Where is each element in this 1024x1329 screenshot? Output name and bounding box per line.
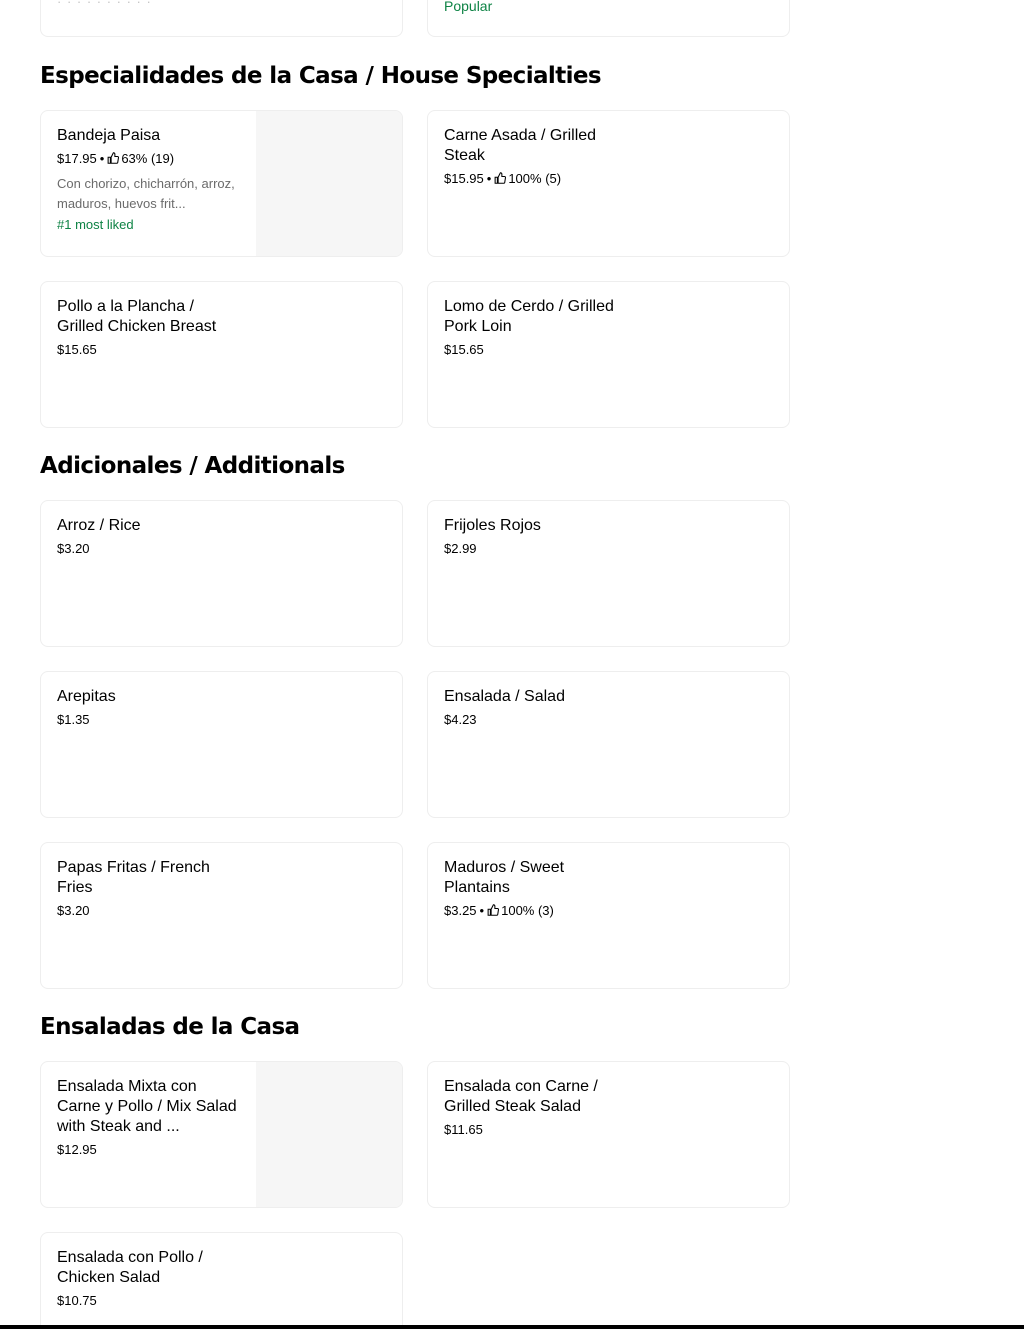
item-name: Carne Asada / Grilled Steak bbox=[444, 127, 597, 164]
menu-item-card[interactable] bbox=[427, 110, 790, 257]
item-price: $3.20 bbox=[57, 903, 90, 918]
item-name: Ensalada con Pollo / Chicken Salad bbox=[57, 1249, 203, 1286]
menu-item-card[interactable] bbox=[427, 1061, 790, 1208]
item-price-rating bbox=[444, 171, 644, 187]
item-rating: 100% (3) bbox=[501, 903, 554, 918]
item-price: $10.75 bbox=[57, 1293, 97, 1308]
item-price: $15.65 bbox=[444, 342, 484, 357]
item-name: Maduros / Sweet Plantains bbox=[444, 859, 565, 896]
separator: • bbox=[486, 171, 492, 186]
menu-item-card[interactable] bbox=[40, 110, 403, 257]
menu-item-card[interactable] bbox=[40, 1061, 403, 1208]
menu-item-card[interactable] bbox=[427, 281, 790, 428]
item-price: $2.99 bbox=[444, 541, 477, 556]
menu-item-card[interactable] bbox=[427, 842, 790, 989]
item-name: Frijoles Rojos bbox=[444, 517, 541, 534]
item-photo bbox=[256, 1062, 402, 1207]
menu-item-card[interactable] bbox=[40, 281, 403, 428]
thumbs-up-icon bbox=[107, 152, 119, 164]
menu-item-card[interactable] bbox=[40, 842, 403, 989]
menu-item-card[interactable] bbox=[40, 671, 403, 818]
item-price-rating bbox=[57, 151, 242, 167]
item-name: Ensalada con Carne / Grilled Steak Salad bbox=[444, 1078, 598, 1115]
item-price: $15.65 bbox=[57, 342, 97, 357]
item-price: $3.25 bbox=[444, 903, 477, 918]
section-title-house-specialties: Especialidades de la Casa / House Specialties bbox=[40, 63, 601, 89]
item-price: $1.35 bbox=[57, 712, 90, 727]
menu-item-card-clipped-right[interactable] bbox=[427, 0, 790, 37]
section-title-additionals: Adicionales / Additionals bbox=[40, 453, 345, 479]
item-name: Pollo a la Plancha / Grilled Chicken Breast bbox=[57, 298, 217, 335]
item-name: Arepitas bbox=[57, 688, 116, 705]
most-liked-badge: #1 most liked bbox=[57, 217, 134, 232]
menu-item-card-clipped-left[interactable] bbox=[40, 0, 403, 37]
item-price: $4.23 bbox=[444, 712, 477, 727]
separator: • bbox=[99, 151, 105, 166]
separator: • bbox=[479, 903, 485, 918]
item-name: Ensalada / Salad bbox=[444, 688, 565, 705]
item-name: Arroz / Rice bbox=[57, 517, 141, 534]
bottom-edge-bar bbox=[0, 1325, 1024, 1329]
item-price: $11.65 bbox=[444, 1122, 483, 1137]
popular-badge: Popular bbox=[444, 0, 493, 14]
item-name: Bandeja Paisa bbox=[57, 127, 161, 144]
item-price: $17.95 bbox=[57, 151, 97, 166]
item-rating: 100% (5) bbox=[508, 171, 562, 186]
item-name: Papas Fritas / French Fries bbox=[57, 859, 210, 896]
thumbs-up-icon bbox=[494, 172, 506, 184]
menu-item-card[interactable] bbox=[40, 500, 403, 647]
item-name: Lomo de Cerdo / Grilled Pork Loin bbox=[444, 298, 614, 335]
item-price: $15.95 bbox=[444, 171, 484, 186]
menu-item-card[interactable] bbox=[427, 500, 790, 647]
item-photo bbox=[256, 111, 402, 256]
item-price: $3.20 bbox=[57, 541, 90, 556]
item-description: Con chorizo, chicharrón, arroz, maduros, huevos frit... bbox=[57, 176, 235, 211]
section-title-salads: Ensaladas de la Casa bbox=[40, 1014, 300, 1040]
item-name: Ensalada Mixta con Carne y Pollo / Mix Salad with Steak and ... bbox=[57, 1078, 237, 1135]
item-price-rating bbox=[444, 903, 629, 919]
item-description-clipped: · · · · · · · · · · bbox=[57, 0, 152, 9]
menu-item-card[interactable] bbox=[427, 671, 790, 818]
item-price: $12.95 bbox=[57, 1142, 97, 1157]
thumbs-up-icon bbox=[487, 904, 499, 916]
item-rating: 63% (19) bbox=[121, 151, 175, 166]
menu-item-card[interactable] bbox=[40, 1232, 403, 1329]
